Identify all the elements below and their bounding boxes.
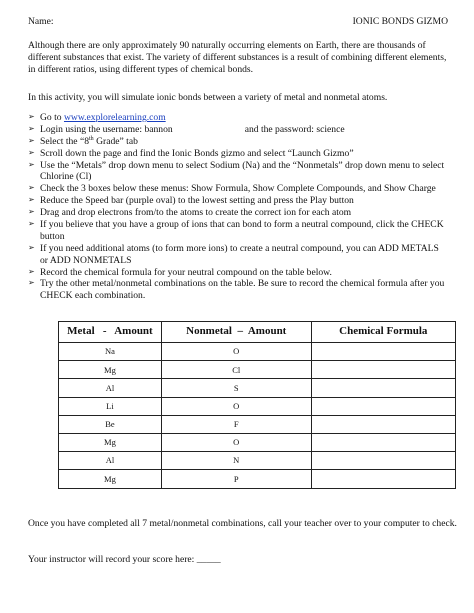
arrow-bullet-icon: ➢	[28, 183, 35, 193]
table-row	[59, 343, 456, 361]
arrow-bullet-icon: ➢	[28, 135, 35, 145]
list-item	[28, 195, 448, 207]
metal-amount-header: Metal - Amount	[59, 322, 162, 343]
arrow-bullet-icon: ➢	[28, 195, 35, 205]
formula-cell[interactable]	[311, 361, 455, 379]
nonmetal-cell: P	[161, 470, 311, 488]
list-item	[28, 219, 448, 243]
metal-cell: Mg	[59, 361, 162, 379]
metal-cell: Be	[59, 415, 162, 433]
list-item	[28, 148, 448, 160]
metal-cell: Al	[59, 452, 162, 470]
list-item	[28, 267, 448, 279]
table-header-row	[59, 322, 456, 343]
drag-step-text: Drag and drop electrons from/to the atoms to create the correct ion for each atom	[40, 207, 352, 219]
arrow-bullet-icon: ➢	[28, 112, 35, 121]
chemical-formula-header: Chemical Formula	[311, 322, 455, 343]
table-row	[59, 379, 456, 397]
arrow-bullet-icon: ➢	[28, 159, 35, 169]
score-line: Your instructor will record your score here: _____	[28, 554, 221, 565]
grade-tab-text-pre: Select the “8	[40, 135, 90, 147]
table-row	[59, 361, 456, 379]
goto-prefix: Go to	[40, 112, 64, 123]
nonmetal-cell: F	[161, 415, 311, 433]
intro-paragraph: Although there are only approximately 90 naturally occurring elements on Earth, there are thousands of different substances that exist. The variety of different substances is a result of combining different elements, in different ratios, using different types of chemical bonds.	[28, 40, 447, 75]
metal-cell: Mg	[59, 433, 162, 451]
login-password-text: and the password: science	[244, 123, 345, 135]
speed-step-text: Reduce the Speed bar (purple oval) to the lowest setting and press the Play button	[40, 195, 354, 207]
completion-note: Once you have completed all 7 metal/nonmetal combinations, call your teacher over to your computer to check.	[28, 518, 457, 529]
table-row	[59, 415, 456, 433]
table-row	[59, 397, 456, 415]
try-step-text: Try the other metal/nonmetal combinations on the table. Be sure to record the chemical formula after you CHECK each combination.	[40, 278, 445, 302]
login-username-text: Login using the username: bannon	[40, 123, 173, 135]
table-row	[59, 470, 456, 488]
metal-cell: Al	[59, 379, 162, 397]
group-step-text: If you believe that you have a group of ions that can bond to form a neutral compound, click the CHECK button	[40, 219, 444, 242]
nonmetal-cell: N	[161, 452, 311, 470]
scroll-step-text: Scroll down the page and find the Ionic Bonds gizmo and select “Launch Gizmo”	[40, 147, 354, 159]
grade-tab-superscript: th	[89, 135, 94, 142]
formula-cell[interactable]	[311, 433, 455, 451]
table-row	[59, 433, 456, 451]
record-step-text: Record the chemical formula for your neutral compound on the table below.	[40, 266, 332, 278]
arrow-bullet-icon: ➢	[28, 278, 35, 288]
list-item	[28, 124, 448, 136]
list-item	[28, 207, 448, 219]
grade-tab-text-post: Grade” tab	[93, 135, 138, 147]
table-row	[59, 452, 456, 470]
arrow-bullet-icon: ➢	[28, 123, 35, 133]
arrow-bullet-icon: ➢	[28, 266, 35, 276]
list-item	[28, 112, 448, 124]
formula-cell[interactable]	[311, 415, 455, 433]
header	[28, 16, 448, 28]
nonmetal-amount-header: Nonmetal – Amount	[161, 322, 311, 343]
formula-cell[interactable]	[311, 397, 455, 415]
arrow-bullet-icon: ➢	[28, 219, 35, 229]
activity-description: In this activity, you will simulate ionic bonds between a variety of metal and nonmetal atoms.	[28, 92, 388, 103]
explorelearning-link[interactable]: www.explorelearning.com	[63, 112, 166, 123]
nonmetal-cell: O	[161, 397, 311, 415]
nonmetal-cell: S	[161, 379, 311, 397]
worksheet-title: IONIC BONDS GIZMO	[352, 16, 448, 27]
formula-cell[interactable]	[311, 470, 455, 488]
metal-cell: Li	[59, 397, 162, 415]
nonmetal-cell: O	[161, 433, 311, 451]
list-item	[28, 278, 448, 302]
arrow-bullet-icon: ➢	[28, 147, 35, 157]
metal-cell: Mg	[59, 470, 162, 488]
list-item	[28, 160, 448, 184]
arrow-bullet-icon: ➢	[28, 242, 35, 252]
nonmetal-cell: O	[161, 343, 311, 361]
checkboxes-step-text: Check the 3 boxes below these menus: Show Formula, Show Complete Compounds, and Show Charge	[40, 183, 436, 195]
nonmetal-cell: Cl	[161, 361, 311, 379]
arrow-bullet-icon: ➢	[28, 207, 35, 217]
formula-cell[interactable]	[311, 343, 455, 361]
menus-step-text: Use the “Metals” drop down menu to select Sodium (Na) and the “Nonmetals” drop down menu to select Chlorine (Cl)	[40, 159, 445, 183]
name-label: Name:	[28, 16, 54, 27]
list-item	[28, 243, 448, 267]
formula-cell[interactable]	[311, 379, 455, 397]
instruction-list	[28, 112, 448, 302]
list-item	[28, 136, 448, 148]
additional-step-text: If you need additional atoms (to form more ions) to create a neutral compound, you can ADD METALS or ADD NONMETALS	[40, 242, 439, 266]
metal-cell: Na	[59, 343, 162, 361]
list-item	[28, 183, 448, 195]
compounds-table	[58, 321, 456, 489]
formula-cell[interactable]	[311, 452, 455, 470]
